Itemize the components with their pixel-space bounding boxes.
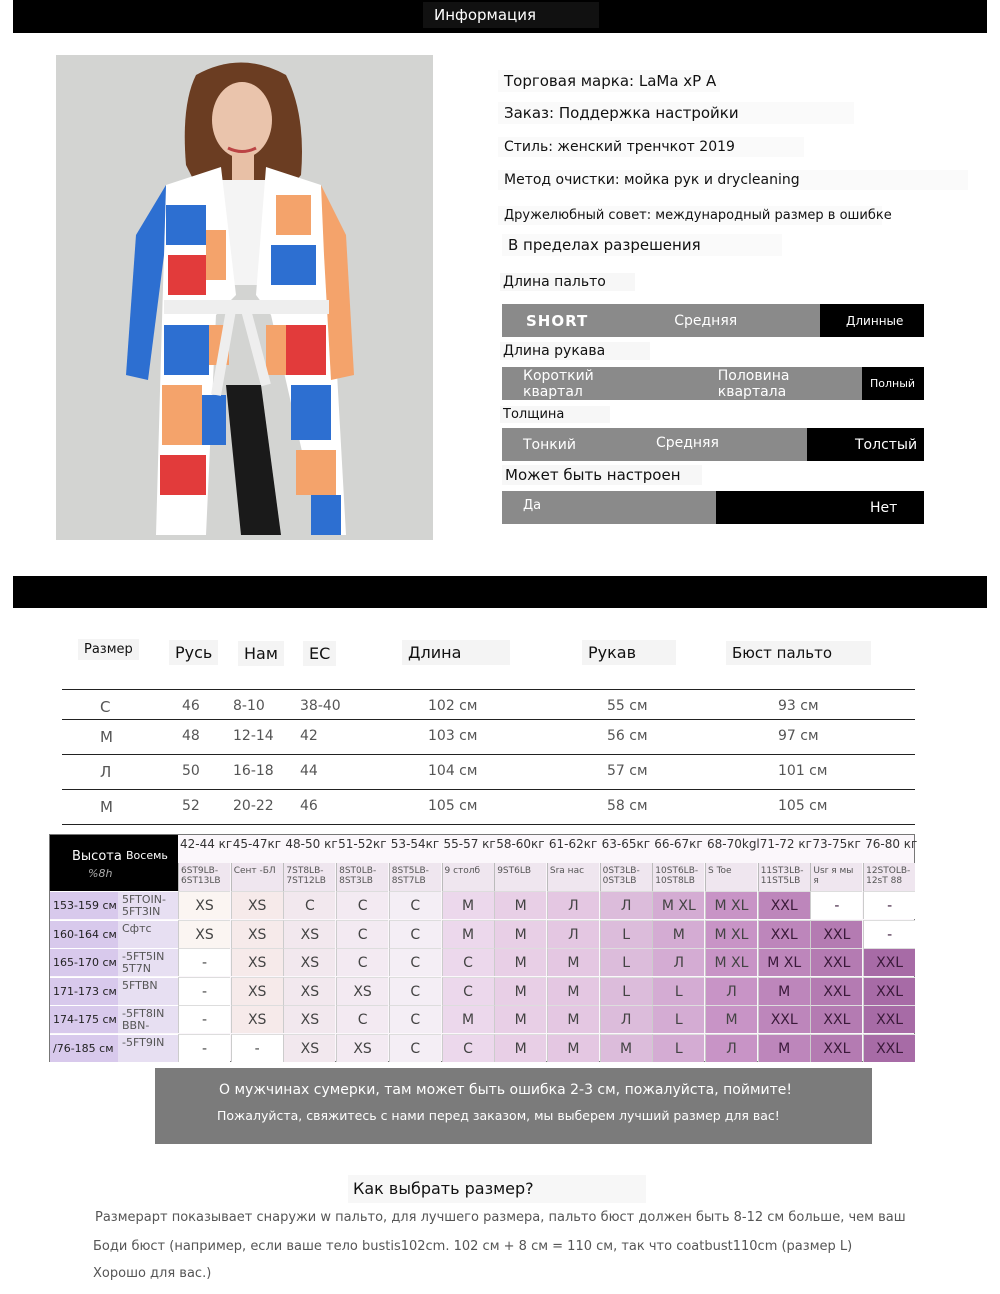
size-table-row xyxy=(62,789,915,824)
size-recommendation-cell: Л xyxy=(652,948,704,976)
header-title: Информация xyxy=(423,2,599,28)
height-label: 153-159 см xyxy=(50,891,118,919)
weight-header: 42-44 кг xyxy=(180,837,233,851)
weight-header: 63-65кг xyxy=(601,837,651,851)
col-bust: Бюст пальто xyxy=(726,641,871,665)
size-recommendation-cell: Л xyxy=(705,977,757,1005)
size-recommendation-cell: XS xyxy=(283,920,335,948)
size-code-header: 9ST6LB xyxy=(494,863,546,891)
height-label: 165-170 см xyxy=(50,948,118,976)
thickness-thick: Толстый xyxy=(807,428,924,461)
size-recommendation-cell: L xyxy=(600,977,652,1005)
size-cell: М xyxy=(100,798,113,816)
sleeve-full: Полный xyxy=(862,367,924,400)
size-recommendation-cell: - xyxy=(863,920,915,948)
size-cell: 58 см xyxy=(607,798,648,814)
height-label: /76-185 см xyxy=(50,1034,118,1062)
section-divider-bar xyxy=(13,576,987,608)
howto-paragraph-1: Размерарт показывает снаружи w пальто, для лучшего размера, пальто бюст должен быть 8-12 см больше, чем ваш xyxy=(95,1210,906,1225)
weight-header: 66-67кг xyxy=(654,837,703,851)
size-recommendation-cell: C xyxy=(336,1005,388,1033)
thickness-medium: Средняя xyxy=(655,434,719,451)
size-table-row xyxy=(62,719,915,754)
size-recommendation-cell: M xyxy=(705,1005,757,1033)
height-feet-label: -5FT5IN 5T7N xyxy=(118,948,178,976)
coat-length-short: SHORT Средняя xyxy=(502,304,820,337)
height-weight-grid xyxy=(49,834,918,1062)
size-cell: 42 xyxy=(300,728,318,744)
col-size: Размер xyxy=(78,639,139,660)
size-recommendation-cell: XS xyxy=(231,891,283,919)
customizable-yes: Да xyxy=(502,491,716,524)
sleeve-length-options xyxy=(502,367,924,400)
size-recommendation-cell: C xyxy=(442,1034,494,1062)
weight-header: 76-80 кг xyxy=(865,837,918,851)
sleeve-length-label: Длина рукава xyxy=(500,342,650,360)
coat-length-label: Длина пальто xyxy=(500,273,635,291)
size-recommendation-cell: Л xyxy=(600,891,652,919)
size-recommendation-cell: XS xyxy=(283,1005,335,1033)
size-recommendation-cell: XXL xyxy=(810,920,862,948)
weight-header: 61-62кг xyxy=(548,837,598,851)
size-cell: 8-10 xyxy=(233,698,265,714)
size-recommendation-cell: C xyxy=(389,1034,441,1062)
weight-header: 53-54кг xyxy=(390,837,440,851)
size-cell: М xyxy=(100,728,113,746)
size-recommendation-cell: M xyxy=(547,948,599,976)
size-cell: 52 xyxy=(182,798,200,814)
coat-length-medium: Средняя xyxy=(674,312,738,329)
size-code-header: Сент -БЛ xyxy=(231,863,283,891)
col-sleeve: Рукав xyxy=(582,640,676,665)
size-recommendation-cell: - xyxy=(178,948,230,976)
size-table-bottom-rule xyxy=(62,824,915,825)
size-recommendation-cell: M xyxy=(758,977,810,1005)
size-cell: 38-40 xyxy=(300,698,341,714)
weight-header: 58-60кг xyxy=(496,837,545,851)
size-cell: 56 см xyxy=(607,728,648,744)
size-recommendation-cell: M xyxy=(442,920,494,948)
size-code-header: Usr я мы я xyxy=(810,863,862,891)
coat-length-long: Длинные xyxy=(820,304,924,337)
size-recommendation-cell: M XL xyxy=(758,948,810,976)
size-recommendation-cell: C xyxy=(389,977,441,1005)
size-recommendation-cell: XS xyxy=(283,977,335,1005)
size-cell: 55 см xyxy=(607,698,648,714)
style-line: Стиль: женский тренчкот 2019 xyxy=(498,137,804,157)
notice-box xyxy=(155,1068,872,1144)
size-code-header: Sra нас xyxy=(547,863,599,891)
height-feet-label: 5FTOIN- 5FT3IN xyxy=(118,891,178,919)
size-recommendation-cell: M xyxy=(442,1005,494,1033)
notice-line-1: О мужчинах сумерки, там может быть ошибка 2-3 см, пожалуйста, поймите! xyxy=(219,1082,793,1098)
notice-line-2: Пожалуйста, свяжитесь с нами перед заказом, мы выберем лучший размер для вас! xyxy=(217,1108,780,1123)
size-recommendation-cell: XXL xyxy=(810,1005,862,1033)
size-recommendation-cell: C xyxy=(442,977,494,1005)
size-recommendation-cell: M xyxy=(494,891,546,919)
height-feet-label: Сфтс xyxy=(118,920,178,948)
weight-header: 48-50 кг xyxy=(285,837,338,851)
size-recommendation-cell: C xyxy=(336,891,388,919)
size-recommendation-cell: L xyxy=(600,948,652,976)
size-recommendation-cell: M XL xyxy=(705,891,757,919)
howto-paragraph-2: Боди бюст (например, если ваше тело bustis102cm. 102 см + 8 см = 110 см, так что coatbust110cm (размер L) xyxy=(93,1239,853,1254)
size-cell: 48 xyxy=(182,728,200,744)
weight-header: 45-47кг xyxy=(232,837,282,851)
header-bar xyxy=(13,0,987,33)
size-cell: 12-14 xyxy=(233,728,274,744)
size-recommendation-cell: XXL xyxy=(863,1005,915,1033)
weight-header: 71-72 кг xyxy=(759,837,812,851)
size-recommendation-cell: M xyxy=(494,1034,546,1062)
size-recommendation-cell: L xyxy=(652,1034,704,1062)
size-recommendation-cell: XS xyxy=(178,891,230,919)
size-cell: 93 см xyxy=(778,698,819,714)
size-recommendation-cell: XXL xyxy=(810,948,862,976)
size-cell: 102 см xyxy=(428,698,478,714)
height-feet-label: 5FTBN xyxy=(118,977,178,1005)
size-cell: 97 см xyxy=(778,728,819,744)
size-cell: 101 см xyxy=(778,763,828,779)
size-cell: 57 см xyxy=(607,763,648,779)
size-code-header: 7ST8LB-7ST12LB xyxy=(283,863,335,891)
size-recommendation-cell: M xyxy=(494,977,546,1005)
corner-height: Высота xyxy=(72,849,122,864)
size-cell: 20-22 xyxy=(233,798,274,814)
size-recommendation-cell: XXL xyxy=(863,1034,915,1062)
size-code-header: 9 столб xyxy=(442,863,494,891)
size-recommendation-cell: M xyxy=(652,920,704,948)
size-recommendation-cell: XXL xyxy=(758,891,810,919)
weight-header: 51-52кг xyxy=(338,837,387,851)
product-photo xyxy=(56,55,433,540)
size-recommendation-cell: Л xyxy=(705,1034,757,1062)
size-cell: 50 xyxy=(182,763,200,779)
brand-line: Торговая марка: LaMa xP A xyxy=(498,70,720,92)
size-recommendation-cell: C xyxy=(389,948,441,976)
size-recommendation-cell: M xyxy=(494,948,546,976)
size-recommendation-cell: Л xyxy=(600,1005,652,1033)
height-label: 174-175 см xyxy=(50,1005,118,1033)
size-cell: С xyxy=(100,698,111,716)
corner-mark: %8h xyxy=(88,867,113,880)
size-recommendation-cell: XS xyxy=(283,948,335,976)
size-recommendation-cell: C xyxy=(336,920,388,948)
size-cell: 46 xyxy=(182,698,200,714)
corner-weight: Восемь xyxy=(126,849,168,862)
height-feet-label: -5FT9IN xyxy=(118,1034,178,1062)
size-recommendation-cell: XS xyxy=(178,920,230,948)
size-code-header: 10ST6LB-10ST8LB xyxy=(652,863,704,891)
size-recommendation-cell: XXL xyxy=(863,977,915,1005)
size-recommendation-cell: - xyxy=(178,1005,230,1033)
size-recommendation-cell: C xyxy=(336,948,388,976)
thickness-label: Толщина xyxy=(500,406,610,423)
size-code-header: 8ST0LB-8ST3LB xyxy=(336,863,388,891)
height-feet-label: -5FT8IN BBN- xyxy=(118,1005,178,1033)
col-ru: Русь xyxy=(169,640,218,665)
thickness-thin: Тонкий Средняя xyxy=(502,428,807,461)
size-recommendation-cell: M xyxy=(758,1034,810,1062)
size-recommendation-cell: - xyxy=(178,977,230,1005)
grid-corner xyxy=(50,835,178,891)
customizable-no: Нет xyxy=(716,491,924,524)
size-cell: Л xyxy=(100,763,112,781)
size-recommendation-cell: XXL xyxy=(810,977,862,1005)
size-recommendation-cell: L xyxy=(652,1005,704,1033)
size-code-header: 6ST9LB-6ST13LB xyxy=(178,863,230,891)
customizable-label: Может быть настроен xyxy=(502,465,702,485)
size-code-header: S Toe xyxy=(705,863,757,891)
size-code-header: 0ST3LB-0ST3LB xyxy=(600,863,652,891)
size-cell: 46 xyxy=(300,798,318,814)
size-recommendation-cell: C xyxy=(389,891,441,919)
size-recommendation-cell: - xyxy=(178,1034,230,1062)
howto-paragraph-3: Хорошо для вас.) xyxy=(93,1266,212,1281)
size-recommendation-cell: XXL xyxy=(758,920,810,948)
customizable-options xyxy=(502,491,924,524)
size-recommendation-cell: M xyxy=(547,1034,599,1062)
size-recommendation-cell: XS xyxy=(283,1034,335,1062)
size-recommendation-cell: C xyxy=(389,1005,441,1033)
cleaning-line: Метод очистки: мойка рук и drycleaning xyxy=(498,170,968,190)
size-recommendation-cell: Л xyxy=(547,891,599,919)
weight-header: 68-70kgl xyxy=(707,837,760,851)
size-recommendation-cell: XS xyxy=(336,1034,388,1062)
height-label: 171-173 см xyxy=(50,977,118,1005)
size-recommendation-cell: XS xyxy=(231,948,283,976)
size-recommendation-cell: L xyxy=(600,920,652,948)
size-table-row xyxy=(62,754,915,789)
model-illustration xyxy=(56,55,433,540)
tolerance-line: В пределах разрешения xyxy=(502,234,782,256)
col-us: Нам xyxy=(238,641,284,666)
size-recommendation-cell: M XL xyxy=(705,920,757,948)
size-recommendation-cell: XXL xyxy=(758,1005,810,1033)
size-recommendation-cell: - xyxy=(863,891,915,919)
tip-line: Дружелюбный совет: международный размер в ошибке xyxy=(498,206,882,225)
size-recommendation-cell: XS xyxy=(231,920,283,948)
size-recommendation-cell: C xyxy=(442,948,494,976)
size-recommendation-cell: XS xyxy=(336,977,388,1005)
howto-title: Как выбрать размер? xyxy=(348,1175,646,1203)
height-label: 160-164 см xyxy=(50,920,118,948)
size-recommendation-cell: M xyxy=(547,1005,599,1033)
size-recommendation-cell: M xyxy=(442,891,494,919)
size-cell: 104 см xyxy=(428,763,478,779)
size-recommendation-cell: M xyxy=(494,1005,546,1033)
size-recommendation-cell: XXL xyxy=(810,1034,862,1062)
size-code-header: 11ST3LB-11ST5LB xyxy=(758,863,810,891)
sleeve-half: Половина квартала xyxy=(717,367,790,400)
weight-header: 73-75кг xyxy=(812,837,861,851)
coat-length-options xyxy=(502,304,924,337)
size-code-header: 12STOLB-12sT 88 xyxy=(863,863,915,891)
size-recommendation-cell: C xyxy=(283,891,335,919)
order-line: Заказ: Поддержка настройки xyxy=(498,102,854,124)
thickness-options xyxy=(502,428,924,461)
size-cell: 105 см xyxy=(428,798,478,814)
size-recommendation-cell: Л xyxy=(547,920,599,948)
size-cell: 105 см xyxy=(778,798,828,814)
size-recommendation-cell: XXL xyxy=(863,948,915,976)
size-code-header: 8ST5LB-8ST7LB xyxy=(389,863,441,891)
weight-header: 55-57 кг xyxy=(443,837,496,851)
sleeve-quarter-short: Короткий квартал Половина квартала xyxy=(502,367,862,400)
col-eu: EC xyxy=(303,641,336,666)
size-recommendation-cell: M XL xyxy=(652,891,704,919)
col-length: Длина xyxy=(402,640,510,665)
size-cell: 16-18 xyxy=(233,763,274,779)
size-recommendation-cell: - xyxy=(231,1034,283,1062)
size-cell: 103 см xyxy=(428,728,478,744)
size-recommendation-cell: M xyxy=(494,920,546,948)
size-recommendation-cell: XS xyxy=(231,1005,283,1033)
size-recommendation-cell: - xyxy=(810,891,862,919)
size-recommendation-cell: XS xyxy=(231,977,283,1005)
size-recommendation-cell: M XL xyxy=(705,948,757,976)
size-recommendation-cell: C xyxy=(389,920,441,948)
size-recommendation-cell: M xyxy=(600,1034,652,1062)
size-cell: 44 xyxy=(300,763,318,779)
size-recommendation-cell: M xyxy=(547,977,599,1005)
size-recommendation-cell: L xyxy=(652,977,704,1005)
